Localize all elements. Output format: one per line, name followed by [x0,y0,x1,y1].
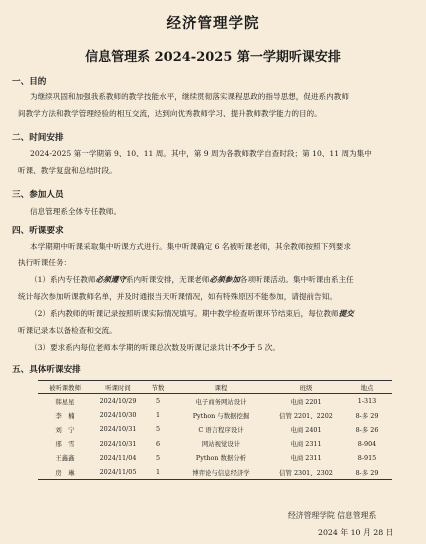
purpose-line-2: 间教学方法和教学管理经验的相互交流，达到向优秀教师学习、提升教师教学能力的目的。 [18,109,322,118]
req2-emphasis-submit: 提交 [338,309,354,318]
cell-teacher: 韩星星 [55,397,75,406]
signature-department: 经济管理学院 信息管理系 [288,511,377,520]
requirement-2-line-1 [30,309,354,319]
section-heading-purpose: 一、目的 [12,77,47,87]
requirement-2-line-2: 听课记录本以备检查和交流。 [18,326,117,335]
section-heading-detail-schedule: 五、具体听课安排 [12,365,81,375]
cell-periods: 1 [144,465,172,480]
schedule-line-2: 听课、教学复盘和总结时段。 [18,166,117,175]
cell-location: 8-多 29 [355,411,379,420]
requirements-intro-line-2: 执行听课任务： [18,258,72,267]
section-heading-requirements: 四、听课要求 [12,226,64,236]
cell-class: 电商 2311 [290,440,322,449]
cell-course: Python 与数据挖掘 [192,411,250,420]
requirement-3-line [30,343,280,353]
cell-location: 8-多 26 [355,425,379,434]
req3-text-a: （3）要求系内每位老师本学期的听课总次数及听课记录共计 [30,343,233,352]
cell-teacher: 刘 宁 [55,425,75,434]
cell-class: 电商 2401 [290,425,322,434]
cell-location: 8-多 29 [342,465,392,480]
column-header-time: 听课时间 [92,381,144,394]
table-row [38,465,392,480]
req1-text-a: （1）系内专任教师 [30,275,96,284]
cell-course: 博弈论与信息经济学 [172,465,270,480]
cell-time: 2024/11/05 [92,465,144,480]
cell-course: C 语言程序设计 [198,425,244,434]
column-header-location: 地点 [342,381,392,394]
cell-teacher: 李 楠 [55,411,75,420]
org-title: 经济管理学院 [166,15,260,32]
cell-periods: 5 [155,453,161,462]
table-header-row [38,381,392,394]
section-heading-schedule: 二、时间安排 [12,133,64,143]
table-row [38,451,392,465]
requirement-1-line-1 [30,275,354,285]
cell-periods: 6 [155,439,161,448]
req1-text-c: 各项听课活动。集中听课由系主任 [239,275,354,284]
req3-emphasis-no-less-than: 不少于 [232,343,256,352]
column-header-course: 课程 [172,381,270,394]
cell-course: 网站视觉设计 [201,440,241,449]
cell-teacher: 邢 雪 [55,440,75,449]
cell-teacher: 房 琳 [38,465,92,480]
cell-periods: 5 [155,425,161,434]
cell-class: 信管 2301、2302 [270,465,342,480]
cell-time: 2024/10/31 [99,439,137,448]
cell-course: 电子商务网站设计 [195,397,247,406]
requirements-intro-line-1: 本学期期中听课采取集中听课方式进行。集中听课确定 6 名被听课老师，其余教师按照下列要求 [30,242,351,251]
req1-emphasis-must-attend: 必须参加 [209,275,240,284]
req2-text-a: （2）系内教师的听课记录按照听课实际情况填写。期中教学检查听课环节结束后，每位教师 [30,309,339,318]
cell-location: 8-904 [357,439,377,448]
req1-text-b: 系内听课安排，无课老师 [125,275,210,284]
document-title: 信息管理系 2024-2025 第一学期听课安排 [85,50,341,65]
cell-periods: 5 [155,397,161,406]
cell-periods: 1 [155,411,161,420]
purpose-line-1: 为继续巩固和加强我系教师的教学技能水平，继续贯彻落实课程思政的指导思想，促进系内教师 [30,92,349,101]
cell-location: 8-915 [357,453,377,462]
cell-class: 信管 2201、2202 [279,411,333,420]
cell-teacher: 王鑫鑫 [55,454,75,463]
signature-date: 2024 年 10 月 28 日 [318,528,394,537]
cell-time: 2024/11/04 [99,453,137,462]
cell-time: 2024/10/30 [99,411,137,420]
participants-line: 信息管理系全体专任教师。 [30,207,122,216]
schedule-table [38,380,392,480]
requirement-1-line-2: 统计每次参加听课教师名单，并及时通报当天听课情况，如有特殊原因不能参加，请提前告知。 [18,292,337,301]
cell-location: 1-313 [357,397,377,406]
cell-time: 2024/10/31 [99,425,137,434]
schedule-line-1: 2024-2025 第一学期第 9、10、11 周。其中，第 9 周为各教师教学自查时段；第 10、11 周为集中 [30,149,372,158]
req3-text-b: 5 次。 [255,343,280,352]
table-row [38,437,392,451]
table-row [38,422,392,436]
cell-class: 电商 2311 [290,454,322,463]
cell-class: 电商 2201 [290,397,322,406]
section-heading-participants: 三、参加人员 [12,190,64,200]
req1-emphasis-must-follow: 必须遵守 [95,275,126,284]
table-row [38,408,392,422]
column-header-class: 班级 [270,381,342,394]
column-header-teacher: 被听课教师 [38,381,92,394]
column-header-periods: 节数 [144,381,172,394]
table-row [38,394,392,409]
cell-course: Python 数据分析 [195,454,247,463]
cell-time: 2024/10/29 [99,397,137,406]
